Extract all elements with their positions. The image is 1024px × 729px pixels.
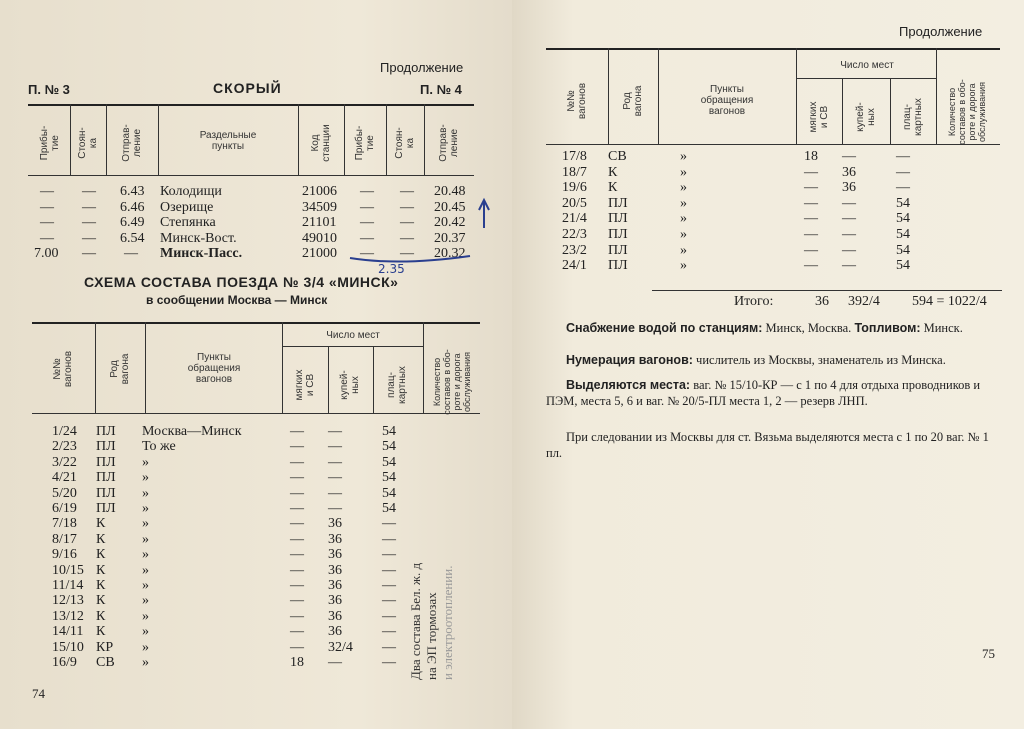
comp-header-count-text: Количество составов в обо- роте и дорога обслуживания — [432, 349, 472, 415]
comp-header-points: Пункты обращения вагонов — [187, 352, 241, 385]
composition-cell-platz: — — [382, 516, 396, 532]
composition-cell-soft: — — [290, 639, 304, 655]
composition-cell-soft: — — [290, 516, 304, 532]
composition-cell-coupe: 36 — [328, 608, 342, 624]
composition-cell-route: » — [142, 578, 149, 593]
composition-cell-num: 9/16 — [52, 547, 77, 563]
composition-cell-coupe: 36 — [328, 562, 342, 578]
sched-r3-dep2: 20.37 — [434, 231, 466, 246]
vyazma-paragraph: При следовании из Москвы для ст. Вязьма выделяются места с 1 по 20 ваг. № 1 пл. — [546, 430, 989, 460]
water-label: Снабжение водой по станциям: — [566, 321, 763, 335]
comp-header-seats: Число мест — [326, 330, 380, 341]
composition-cell-num: 10/15 — [52, 562, 84, 578]
composition-cell-coupe: 36 — [328, 547, 342, 563]
composition-cell-route: » — [142, 454, 149, 470]
composition-cell-coupe: 36 — [328, 593, 342, 609]
header-stop-2-text: Стоян- ка — [394, 127, 416, 159]
composition-cell-num: 4/21 — [52, 470, 77, 486]
composition-cell-platz: — — [382, 608, 396, 624]
composition-cell-kind: К — [96, 547, 106, 563]
composition-cell-coupe: — — [328, 485, 342, 501]
composition-cell-coupe: — — [842, 242, 856, 258]
composition-cell-route: » — [142, 547, 149, 563]
sched-r0-dep2: 20.48 — [434, 184, 466, 199]
right-comp-header-platz — [902, 84, 924, 150]
handwritten-note: 2.35 — [378, 262, 405, 276]
sched-r3-arr2: — — [360, 231, 374, 246]
composition-cell-coupe: — — [842, 258, 856, 274]
sched-r4-code: 21000 — [302, 246, 337, 261]
composition-cell-soft: — — [804, 164, 818, 180]
composition-cell-soft: — — [290, 439, 304, 455]
composition-cell-num: 22/3 — [562, 227, 587, 242]
composition-cell-route: » — [680, 242, 687, 258]
composition-cell-route: » — [680, 180, 687, 196]
composition-cell-platz: 54 — [382, 485, 396, 501]
comp-header-count — [432, 340, 472, 424]
sched-r4-dep2: 20.32 — [434, 246, 466, 261]
composition-cell-num: 8/17 — [52, 531, 77, 547]
composition-cell-platz: — — [896, 149, 910, 164]
composition-cell-kind: ПЛ — [608, 211, 628, 227]
composition-cell-kind: К — [96, 578, 106, 593]
composition-cell-route: » — [142, 655, 149, 670]
composition-cell-num: 14/11 — [52, 624, 84, 640]
composition-cell-platz: — — [382, 593, 396, 609]
scheme-title: СХЕМА СОСТАВА ПОЕЗДА № 3/4 «МИНСК» — [84, 274, 399, 290]
pen-arrow-icon — [479, 200, 489, 228]
composition-cell-soft: — — [804, 180, 818, 196]
composition-cell-num: 17/8 — [562, 149, 587, 164]
composition-cell-num: 2/23 — [52, 439, 77, 455]
sched-r3-station: Минск-Вост. — [160, 231, 237, 246]
composition-cell-soft: — — [804, 258, 818, 274]
composition-cell-coupe: 32/4 — [328, 639, 353, 655]
sched-r1-stop2: — — [400, 200, 414, 215]
composition-cell-kind: ПЛ — [96, 424, 116, 439]
sched-r2-stop: — — [82, 215, 96, 230]
right-comp-header-soft-text: мягких и СВ — [808, 101, 830, 133]
composition-cell-kind: ПЛ — [96, 485, 116, 501]
numbering-label: Нумерация вагонов: — [566, 353, 693, 367]
page-number-right: 75 — [982, 646, 995, 661]
comp-header-num — [52, 334, 74, 404]
comp-header-platz — [386, 352, 408, 418]
composition-cell-coupe: — — [328, 424, 342, 439]
sched-r3-stop: — — [82, 231, 96, 246]
composition-cell-kind: СВ — [608, 149, 627, 164]
composition-cell-kind: К — [96, 624, 106, 640]
sched-r2-station: Степянка — [160, 215, 216, 230]
header-points: Раздельные пункты — [199, 130, 257, 152]
composition-cell-coupe: — — [842, 211, 856, 227]
composition-cell-route: » — [680, 258, 687, 274]
header-code-text: Код станции — [310, 124, 332, 162]
right-comp-header-count-text: Количество составов в обо- роте и дорога обслуживания — [947, 79, 987, 145]
composition-cell-platz: — — [896, 164, 910, 180]
reserved-label: Выделяются места: — [566, 378, 691, 392]
comp-header-kind-text: Род вагона — [109, 353, 131, 385]
composition-cell-kind: К — [96, 608, 106, 624]
composition-cell-platz: — — [382, 639, 396, 655]
right-comp-header-coupe — [855, 84, 877, 150]
composition-cell-kind: К — [96, 531, 106, 547]
sched-r0-code: 21006 — [302, 184, 337, 199]
continuation-label-right: Продолжение — [899, 24, 983, 39]
total-platz: 594 = 1022/4 — [912, 294, 987, 309]
side-note — [408, 488, 456, 680]
sched-r2-stop2: — — [400, 215, 414, 230]
train-type-title: СКОРЫЙ — [213, 80, 282, 96]
sched-r4-stop2: — — [400, 246, 414, 261]
composition-cell-kind: ПЛ — [608, 258, 628, 274]
composition-cell-coupe: — — [328, 439, 342, 455]
composition-cell-route: » — [680, 211, 687, 227]
composition-cell-coupe: 36 — [328, 516, 342, 532]
header-arrival-2-text: Прибы- тие — [354, 125, 376, 161]
composition-cell-kind: ПЛ — [96, 439, 116, 455]
composition-cell-num: 15/10 — [52, 639, 84, 655]
composition-cell-coupe: — — [842, 149, 856, 164]
composition-cell-num: 23/2 — [562, 242, 587, 258]
composition-cell-num: 21/4 — [562, 211, 587, 227]
right-comp-header-kind-text: Род вагона — [622, 85, 644, 117]
right-comp-header-coupe-text: купей- ных — [855, 102, 877, 132]
composition-cell-route: » — [142, 624, 149, 640]
sched-r1-arr2: — — [360, 200, 374, 215]
composition-cell-platz: 54 — [382, 501, 396, 516]
composition-cell-route: » — [142, 470, 149, 486]
sched-r1-code: 34509 — [302, 200, 337, 215]
composition-cell-kind: СВ — [96, 655, 115, 670]
header-arrival-text: Прибы- тие — [39, 125, 61, 161]
composition-cell-platz: 54 — [896, 227, 910, 242]
composition-cell-soft: — — [290, 578, 304, 593]
composition-cell-platz: — — [896, 180, 910, 196]
right-comp-header-platz-text: плац- картных — [902, 98, 924, 136]
composition-cell-kind: ПЛ — [96, 470, 116, 486]
composition-cell-soft: — — [804, 195, 818, 211]
total-label: Итого: — [734, 294, 774, 309]
composition-cell-kind: К — [608, 180, 618, 196]
composition-cell-platz: 54 — [382, 470, 396, 486]
right-comp-header-seats: Число мест — [840, 60, 894, 71]
fuel-text: Минск. — [923, 321, 963, 335]
right-comp-header-count — [947, 69, 987, 155]
comp-header-soft-text: мягких и СВ — [294, 369, 316, 401]
header-departure-text: Отправ- ление — [121, 124, 143, 162]
composition-cell-route: » — [142, 608, 149, 624]
composition-cell-platz: 54 — [896, 242, 910, 258]
total-coupe: 392/4 — [848, 294, 880, 309]
composition-cell-num: 16/9 — [52, 655, 77, 670]
composition-cell-soft: 18 — [290, 655, 304, 670]
comp-header-coupe — [339, 352, 361, 418]
composition-cell-kind: КР — [96, 639, 114, 655]
composition-cell-platz: — — [382, 531, 396, 547]
composition-cell-num: 3/22 — [52, 454, 77, 470]
sched-r3-code: 49010 — [302, 231, 337, 246]
composition-cell-route: » — [142, 501, 149, 516]
composition-cell-platz: — — [382, 547, 396, 563]
header-stop-text: Стоян- ка — [77, 127, 99, 159]
composition-cell-route: » — [142, 562, 149, 578]
composition-cell-route: » — [142, 485, 149, 501]
composition-cell-platz: 54 — [382, 439, 396, 455]
composition-cell-kind: ПЛ — [608, 242, 628, 258]
composition-cell-soft: — — [290, 501, 304, 516]
reserved-text: ваг. № 15/10-КР — с 1 по 4 для отдыха проводников и ПЭМ, места 5, 6 и ваг. № 20/5-ПЛ места 1, 2 — резерв ЛНП. — [546, 378, 981, 408]
sched-r1-dep2: 20.45 — [434, 200, 466, 215]
sched-r4-arr: 7.00 — [34, 246, 59, 261]
composition-cell-soft: — — [290, 547, 304, 563]
composition-cell-kind: ПЛ — [608, 195, 628, 211]
sched-r2-dep2: 20.42 — [434, 215, 466, 230]
continuation-label: Продолжение — [380, 60, 464, 75]
composition-cell-coupe: — — [328, 501, 342, 516]
composition-cell-num: 11/14 — [52, 578, 84, 593]
composition-cell-platz: 54 — [896, 211, 910, 227]
composition-cell-route: » — [142, 593, 149, 609]
sched-r1-dep: 6.46 — [120, 200, 145, 215]
sched-r4-arr2: — — [360, 246, 374, 261]
side-note-line-2: на ЭП тормозах — [424, 592, 439, 680]
comp-header-soft — [294, 352, 316, 418]
right-page — [512, 0, 1024, 729]
scheme-subtitle: в сообщении Москва — Минск — [146, 293, 328, 307]
composition-cell-soft: — — [804, 211, 818, 227]
sched-r2-dep: 6.49 — [120, 215, 145, 230]
sched-r4-dep: — — [124, 246, 138, 261]
composition-cell-num: 19/6 — [562, 180, 587, 196]
comp-header-platz-text: плац- картных — [386, 366, 408, 404]
composition-cell-route: » — [680, 195, 687, 211]
train-left-label: П. № 3 — [28, 82, 70, 97]
composition-cell-platz: 54 — [896, 258, 910, 274]
composition-cell-platz: — — [382, 578, 396, 593]
comp-header-num-text: №№ вагонов — [52, 350, 74, 388]
sched-r2-arr2: — — [360, 215, 374, 230]
composition-cell-num: 13/12 — [52, 608, 84, 624]
sched-r0-station: Колодищи — [160, 184, 222, 199]
composition-cell-route: » — [142, 639, 149, 655]
composition-cell-soft: — — [290, 485, 304, 501]
numbering-text: числитель из Москвы, знаменатель из Минска. — [696, 353, 946, 367]
fuel-label: Топливом: — [854, 321, 921, 335]
composition-cell-kind: ПЛ — [608, 227, 628, 242]
sched-r1-station: Озерище — [160, 200, 214, 215]
composition-cell-route: » — [680, 164, 687, 180]
composition-cell-soft: — — [804, 242, 818, 258]
composition-cell-platz: — — [382, 562, 396, 578]
composition-cell-soft: — — [290, 562, 304, 578]
composition-cell-num: 12/13 — [52, 593, 84, 609]
water-paragraph — [546, 320, 1000, 336]
composition-cell-coupe: 36 — [328, 578, 342, 593]
composition-cell-soft: — — [290, 424, 304, 439]
composition-cell-platz: — — [382, 655, 396, 670]
composition-cell-route: Москва—Минск — [142, 424, 242, 439]
composition-cell-platz: 54 — [382, 454, 396, 470]
composition-cell-kind: К — [96, 516, 106, 532]
sched-r0-stop: — — [82, 184, 96, 199]
composition-cell-soft: — — [290, 470, 304, 486]
sched-r2-code: 21101 — [302, 215, 337, 230]
composition-cell-route: То же — [142, 439, 176, 455]
sched-r2-arr: — — [40, 215, 54, 230]
composition-cell-soft: 18 — [804, 149, 818, 164]
composition-cell-soft: — — [290, 593, 304, 609]
side-note-line-3: и электроотоплении. — [440, 565, 455, 680]
total-soft: 36 — [815, 294, 829, 309]
page-number-left: 74 — [32, 686, 45, 701]
composition-cell-coupe: — — [842, 195, 856, 211]
sched-r0-arr: — — [40, 184, 54, 199]
numbering-paragraph — [546, 352, 1000, 368]
right-comp-header-soft — [808, 84, 830, 150]
composition-cell-num: 24/1 — [562, 258, 587, 274]
composition-cell-platz: 54 — [896, 195, 910, 211]
composition-cell-soft: — — [804, 227, 818, 242]
composition-cell-num: 20/5 — [562, 195, 587, 211]
sched-r3-dep: 6.54 — [120, 231, 145, 246]
reserved-paragraph — [546, 377, 1000, 409]
right-comp-header-num-text: №№ вагонов — [566, 82, 588, 120]
composition-cell-kind: К — [96, 562, 106, 578]
comp-header-kind — [109, 334, 131, 404]
composition-cell-coupe: 36 — [842, 164, 856, 180]
composition-cell-kind: К — [96, 593, 106, 609]
composition-cell-coupe: — — [328, 470, 342, 486]
composition-cell-kind: ПЛ — [96, 454, 116, 470]
sched-r0-stop2: — — [400, 184, 414, 199]
sched-r1-stop: — — [82, 200, 96, 215]
composition-cell-route: » — [680, 149, 687, 164]
composition-cell-num: 7/18 — [52, 516, 77, 532]
composition-cell-num: 6/19 — [52, 501, 77, 516]
composition-cell-platz: — — [382, 624, 396, 640]
composition-cell-route: » — [142, 531, 149, 547]
sched-r3-arr: — — [40, 231, 54, 246]
header-departure-2-text: Отправ- ление — [438, 124, 460, 162]
pen-underline — [350, 256, 470, 262]
pen-marks — [0, 0, 512, 300]
composition-cell-coupe: 36 — [328, 531, 342, 547]
right-comp-header-points: Пункты обращения вагонов — [700, 84, 754, 117]
composition-cell-kind: К — [608, 164, 618, 180]
right-comp-header-num — [566, 66, 588, 136]
composition-cell-coupe: 36 — [328, 624, 342, 640]
composition-cell-kind: ПЛ — [96, 501, 116, 516]
composition-cell-route: » — [142, 516, 149, 532]
composition-cell-soft: — — [290, 531, 304, 547]
composition-cell-route: » — [680, 227, 687, 242]
sched-r4-stop: — — [82, 246, 96, 261]
composition-cell-soft: — — [290, 624, 304, 640]
right-comp-header-kind — [622, 66, 644, 136]
water-text: Минск, Москва. — [765, 321, 852, 335]
train-right-label: П. № 4 — [420, 82, 462, 97]
composition-cell-num: 1/24 — [52, 424, 77, 439]
composition-cell-soft: — — [290, 454, 304, 470]
composition-cell-coupe: 36 — [842, 180, 856, 196]
composition-cell-num: 18/7 — [562, 164, 587, 180]
composition-cell-coupe: — — [328, 655, 342, 670]
sched-r1-arr: — — [40, 200, 54, 215]
composition-cell-coupe: — — [328, 454, 342, 470]
sched-r3-stop2: — — [400, 231, 414, 246]
side-note-line-1: Два состава Бел. ж. д — [408, 562, 423, 680]
composition-cell-coupe: — — [842, 227, 856, 242]
composition-cell-soft: — — [290, 608, 304, 624]
comp-header-coupe-text: купей- ных — [339, 370, 361, 400]
composition-cell-platz: 54 — [382, 424, 396, 439]
sched-r0-dep: 6.43 — [120, 184, 145, 199]
sched-r0-arr2: — — [360, 184, 374, 199]
sched-r4-station: Минск-Пасс. — [160, 246, 243, 261]
composition-cell-num: 5/20 — [52, 485, 77, 501]
